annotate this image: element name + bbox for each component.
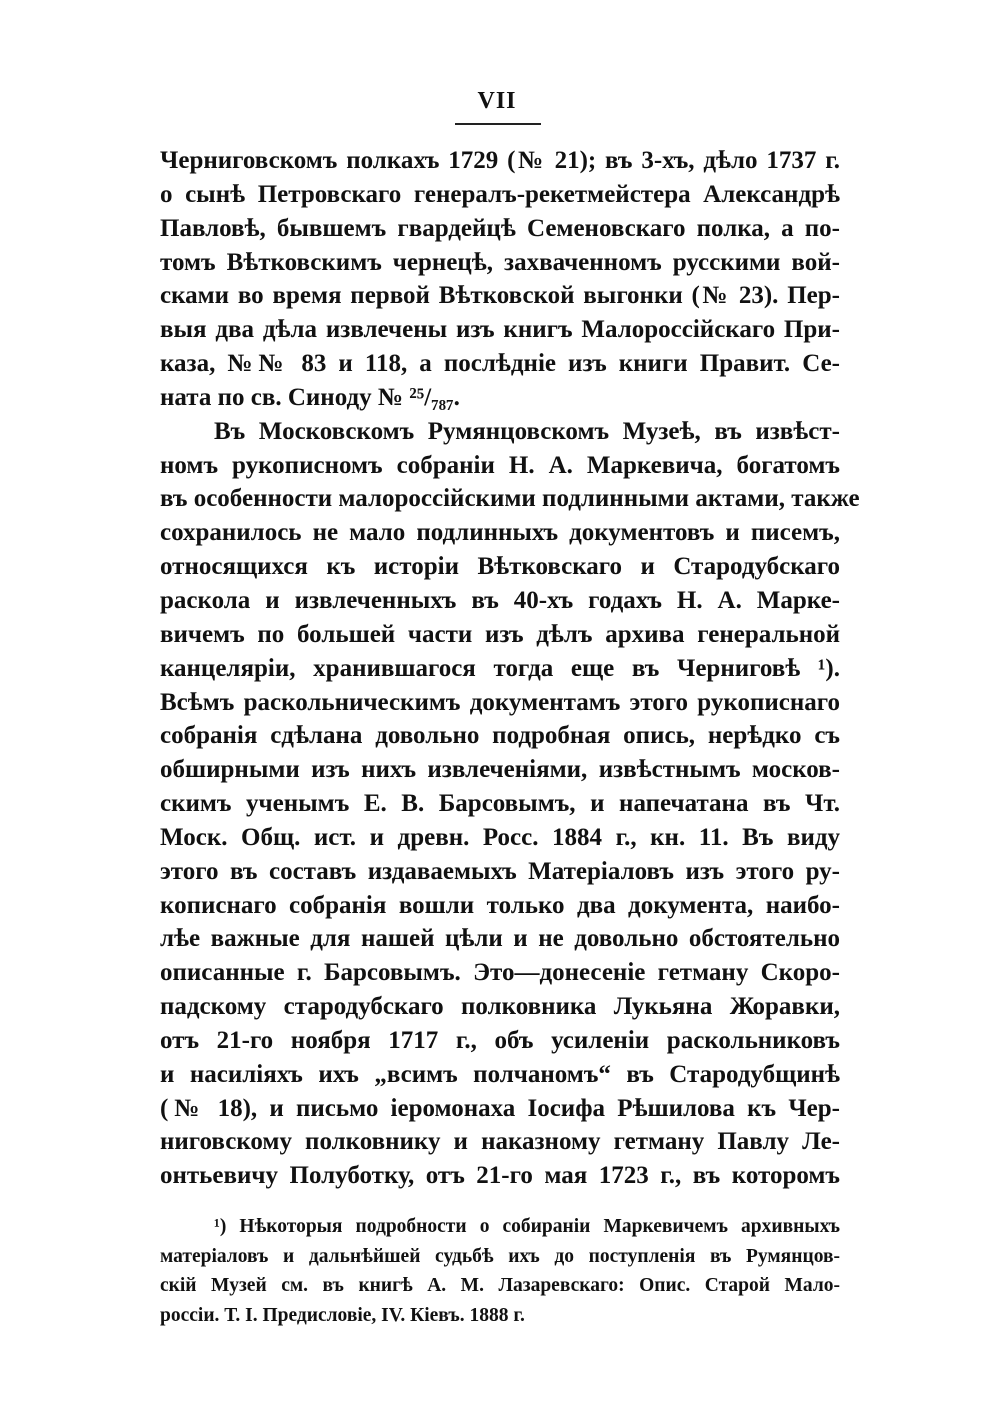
page-number-rule (455, 123, 541, 125)
text-line: (№ 18), и письмо іеромонаха Іосифа Рѣшилова къ Чер- (160, 1094, 840, 1122)
text-line: собранія сдѣлана довольно подробная опись, нерѣдко съ (160, 722, 840, 750)
text-line: падскому стародубскаго полковника Лукьяна Жоравки, (160, 993, 840, 1021)
footnotes (160, 1212, 840, 1330)
text-line: томъ Вѣтковскимъ чернецѣ, захваченномъ русскими вой- (160, 248, 840, 276)
text-line: отъ 21-го ноября 1717 г., объ усиленіи раскольниковъ (160, 1026, 840, 1054)
text-line: каза, №№ 83 и 118, а послѣдніе изъ книги Правит. Се- (160, 350, 840, 378)
text-line: Моск. Общ. ист. и древн. Росс. 1884 г., кн. 11. Въ виду (160, 823, 840, 851)
text-line: этого въ составъ издаваемыхъ Матеріаловъ изъ этого ру- (160, 857, 840, 885)
text-line: выя два дѣла извлечены изъ книгъ Малороссійскаго При- (160, 316, 840, 344)
text-line: кописнаго собранія вошли только два документа, наибо- (160, 891, 840, 919)
text-line: канцеляріи, хранившагося тогда еще въ Черниговѣ ¹). (160, 654, 840, 682)
footnote-line: ¹) Нѣкоторыя подробности о собираніи Маркевичемъ архивныхъ (214, 1216, 840, 1237)
text-line: описанные г. Барсовымъ. Это—донесеніе гетману Скоро- (160, 959, 840, 987)
text-line: Черниговскомъ полкахъ 1729 (№ 21); въ 3-хъ, дѣло 1737 г. (160, 147, 840, 174)
footnote-line: россіи. Т. I. Предисловіе, IV. Кіевъ. 1888 г. (160, 1304, 525, 1326)
text-line: скимъ ученымъ Е. В. Барсовымъ, и напечатана въ Чт. (160, 790, 840, 818)
paragraph (160, 144, 840, 415)
text-line: сками во время первой Вѣтковской выгонки (№ 23). Пер- (160, 282, 840, 310)
paragraph (160, 415, 860, 1193)
text-line: относящихся къ исторіи Вѣтковскаго и Стародубскаго (160, 553, 840, 581)
text-line: о сынѣ Петровскаго генералъ-рекетмейстера Александрѣ (160, 180, 840, 208)
text-line: сохранилось не мало подлинныхъ документовъ и писемъ, (160, 519, 840, 547)
text-line: раскола и извлеченныхъ въ 40-хъ годахъ Н. А. Марке- (160, 586, 840, 614)
text-line: ниговскому полковнику и наказному гетману Павлу Ле- (160, 1128, 840, 1156)
text-line: обширными изъ нихъ извлеченіями, извѣстнымъ москов- (160, 756, 840, 784)
text-line: и насиліяхъ ихъ „всимъ полчаномъ“ въ Стародубщинѣ (160, 1060, 840, 1088)
text-line: номъ рукописномъ собраніи Н. А. Маркевича, богатомъ (160, 451, 840, 479)
text-line: онтьевичу Полуботку, отъ 21-го мая 1723 г., въ которомъ (160, 1162, 840, 1190)
text-line: Всѣмъ раскольническимъ документамъ этого рукописнаго (160, 688, 840, 716)
text-line: ната по св. Синоду № ²⁵/₇₈₇. (160, 383, 460, 411)
footnote-line: матеріаловъ и дальнѣйшей судьбѣ ихъ до поступленія въ Румянцов- (160, 1245, 840, 1267)
text-line: вичемъ по большей части изъ дѣлъ архива генеральной (160, 620, 840, 648)
text-line: Павловѣ, бывшемъ гвардейцѣ Семеновскаго полка, а по- (160, 214, 840, 242)
text-line: въ особенности малороссійскими подлинными актами, также (160, 485, 860, 513)
body-text (160, 144, 860, 1193)
text-line: Въ Московскомъ Румянцовскомъ Музеѣ, въ извѣст- (214, 417, 840, 445)
text-line: лѣе важные для нашей цѣли и не довольно обстоятельно (160, 925, 840, 953)
page-number: VII (477, 88, 517, 114)
footnote-line: скій Музей см. въ книгѣ А. М. Лазаревскаго: Опис. Старой Мало- (160, 1275, 840, 1296)
